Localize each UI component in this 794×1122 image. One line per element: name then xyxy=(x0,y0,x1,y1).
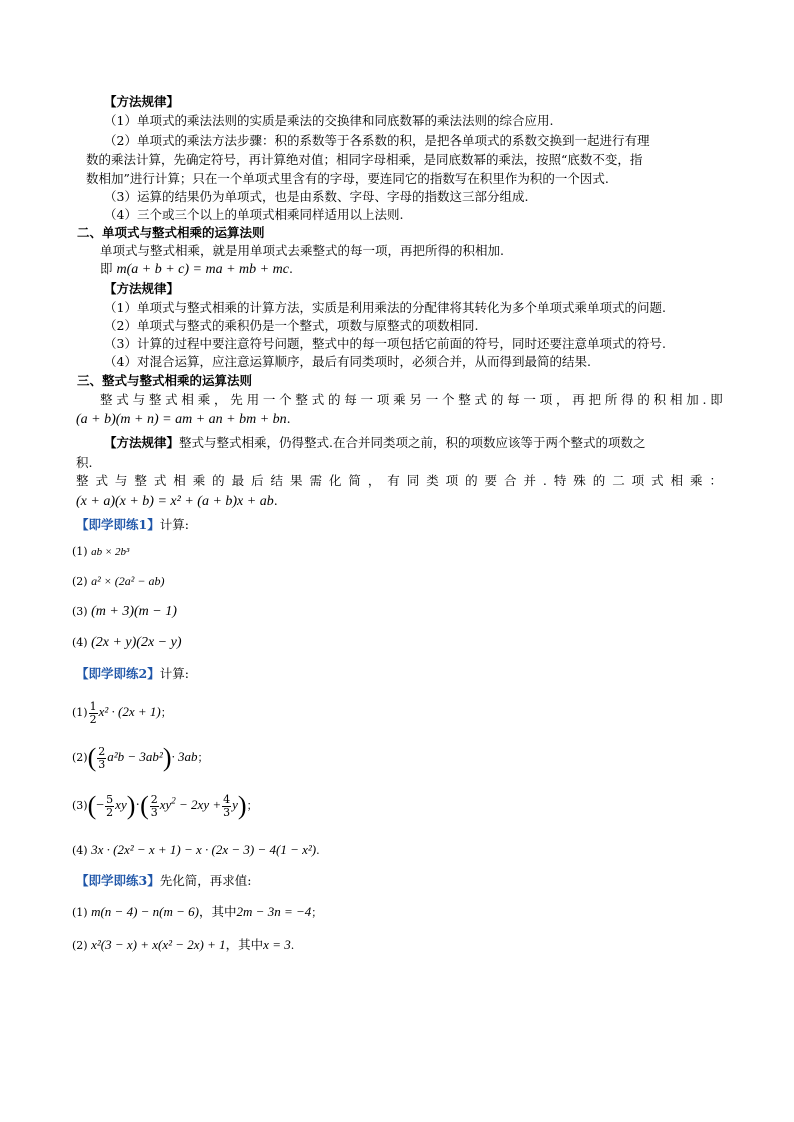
denominator: 3 xyxy=(150,805,158,819)
q3-terms: $xy^2 - 2xy$ + xyxy=(159,795,222,812)
sec3-heading: 三、整式与整式相乘的运算法则 xyxy=(77,373,253,388)
sec2-m1: （1）单项式与整式相乘的计算方法，实质是利用乘法的分配律将其转化为多个单项式乘单项式的问题. xyxy=(104,300,666,315)
sec1-p2a: （2）单项式的乘法方法步骤：积的系数等于各系数的积，是把各单项式的系数交换到一起进行有理 xyxy=(104,133,650,148)
formula-end: . xyxy=(273,493,278,508)
exercise1-q1 xyxy=(72,543,129,561)
sec3-method-label: 【方法规律】 xyxy=(104,435,180,450)
exercise2-header xyxy=(76,665,189,683)
exercise2-label: 【即学即练2】 xyxy=(76,666,160,681)
exercise2-q2 xyxy=(72,742,209,773)
paren-open: ( xyxy=(87,791,97,820)
exercise1-header xyxy=(76,516,189,534)
q2-expression: a² × (2a² − ab) xyxy=(91,574,165,588)
exercise1-q3 xyxy=(72,603,177,621)
sec2-formula-line xyxy=(100,260,293,279)
exercise3-label: 【即学即练3】 xyxy=(76,873,160,888)
sec2-m3: （3）计算的过程中要注意符号问题，整式中的每一项包括它前面的符号，同时还要注意单项式的符号. xyxy=(104,336,666,351)
q2-expression: x²(3 − x) + x(x² − 2x) + 1 xyxy=(91,937,226,952)
punctuation: . xyxy=(290,939,295,952)
q2-condition: x = 3 xyxy=(263,937,291,952)
exercise1-q4 xyxy=(72,634,182,652)
denominator: 3 xyxy=(98,757,106,771)
exercise1-instruction: 计算: xyxy=(159,517,189,532)
fraction xyxy=(222,794,231,819)
q1-expression: ab × 2b³ xyxy=(91,546,130,558)
numerator: 1 xyxy=(89,699,97,713)
exercise2-instruction: 计算: xyxy=(159,666,189,681)
q4-expression: 3x · (2x² − x + 1) − x · (2x − 3) − 4(1 − x²) xyxy=(91,842,317,857)
item-number: (4) xyxy=(72,636,88,649)
sec1-p4: （4）三个或三个以上的单项式相乘同样适用以上法则. xyxy=(104,207,404,222)
formula-end: . xyxy=(286,411,291,426)
distributive-formula: m(a + b + c) = ma + mb + mc xyxy=(116,262,289,277)
item-number: (3) xyxy=(72,799,88,812)
punctuation: ； xyxy=(246,799,258,812)
sec3-simplify xyxy=(76,472,724,490)
sec1-p2c: 数相加”进行计算；只在一个单项式里含有的字母，要连同它的指数写在积里作为积的一个因式. xyxy=(86,171,609,186)
sec1-p3: （3）运算的结果仍为单项式，也是由系数、字母、字母的指数这三部分组成. xyxy=(104,189,529,204)
exercise3-q1 xyxy=(72,903,322,922)
q1-expression: x² · (2x + 1) xyxy=(98,704,161,719)
sec1-p2b: 数的乘法计算，先确定符号，再计算绝对值；相同字母相乘，是同底数幂的乘法，按照“底数不变，指 xyxy=(86,152,643,167)
exercise2-q3 xyxy=(72,790,258,821)
numerator: 2 xyxy=(98,744,106,758)
sec2-method-heading: 【方法规律】 xyxy=(104,281,180,296)
exercise1-label: 【即学即练1】 xyxy=(76,517,160,532)
exercise3-instruction: 先化简，再求值: xyxy=(159,873,252,888)
sec3-method-text2: 积. xyxy=(76,455,93,470)
sec2-m4: （4）对混合运算，应注意运算顺序，最后有同类项时，必须合并，从而得到最简的结果. xyxy=(104,354,591,369)
formula-end: . xyxy=(288,261,293,276)
item-number: (1) xyxy=(72,906,88,919)
q2-multiplier: · 3ab xyxy=(171,749,198,764)
denominator: 3 xyxy=(223,805,231,819)
q1-condition: 2m − 3n = −4 xyxy=(236,904,312,919)
q2-inner: a²b − 3ab² xyxy=(107,749,163,764)
denominator: 2 xyxy=(106,805,114,819)
binomial-formula: (a + b)(m + n) = am + an + bm + bn xyxy=(76,412,287,427)
paren-close: ) xyxy=(126,791,136,820)
exercise1-q2 xyxy=(72,572,164,591)
sec3-formula-line xyxy=(76,410,291,429)
fraction xyxy=(105,794,114,819)
item-number: (2) xyxy=(72,751,88,764)
punctuation: ； xyxy=(311,906,323,919)
item-number: (4) xyxy=(72,844,88,857)
numerator: 5 xyxy=(106,792,114,806)
sec3-special-line xyxy=(76,492,278,511)
dot-operator: · xyxy=(135,798,141,813)
fraction xyxy=(97,746,106,771)
formula-prefix: 即 xyxy=(100,261,113,276)
item-number: (1) xyxy=(72,545,88,558)
minus-sign: − xyxy=(96,798,105,813)
fraction xyxy=(89,701,98,726)
item-number: (2) xyxy=(72,575,88,588)
paren-open: ( xyxy=(140,791,149,820)
sec2-heading: 二、单项式与整式相乘的运算法则 xyxy=(77,225,265,240)
q4-expression: (2x + y)(2x − y) xyxy=(91,635,182,650)
punctuation: ； xyxy=(197,751,209,764)
q3-expression: (m + 3)(m − 1) xyxy=(91,604,177,619)
sec1-p1: （1）单项式的乘法法则的实质是乘法的交换律和同底数幂的乘法法则的综合应用. xyxy=(104,113,554,128)
sec3-simplify-text: 整式与整式相乘的最后结果需化简，有同类项的要合并.特殊的二项式相乘： xyxy=(76,473,724,488)
exercise3-header xyxy=(76,872,251,890)
numerator: 4 xyxy=(223,792,231,806)
paren-close: ) xyxy=(162,743,172,772)
sec2-rule: 单项式与整式相乘，就是用单项式去乘整式的每一项，再把所得的积相加. xyxy=(100,243,504,258)
method-heading: 【方法规律】 xyxy=(104,94,180,109)
punctuation: . xyxy=(316,844,320,857)
special-binomial-formula: (x + a)(x + b) = x² + (a + b)x + ab xyxy=(76,494,274,509)
item-number: (3) xyxy=(72,605,88,618)
condition-prefix: ，其中 xyxy=(199,904,237,919)
var-y: y xyxy=(232,797,238,812)
paren-close: ) xyxy=(237,791,247,820)
denominator: 2 xyxy=(89,712,97,726)
exercise3-q2 xyxy=(72,936,294,955)
sec2-m2: （2）单项式与整式的乘积仍是一个整式，项数与原整式的项数相同. xyxy=(104,318,479,333)
sec3-method-text: 整式与整式相乘，仍得整式.在合并同类项之前，积的项数应该等于两个整式的项数之 xyxy=(179,435,646,450)
fraction xyxy=(150,794,159,819)
sec3-rule xyxy=(100,391,724,409)
sec3-method-line xyxy=(104,434,646,452)
sec3-rule-text: 整式与整式相乘，先用一个整式的每一项乘另一个整式的每一项，再把所得的积相加.即 xyxy=(100,392,724,407)
condition-prefix: ，其中 xyxy=(225,937,264,952)
exercise2-q1 xyxy=(72,697,172,728)
q1-expression: m(n − 4) − n(m − 6) xyxy=(91,904,200,919)
var-xy: xy xyxy=(115,797,127,812)
exercise2-q4 xyxy=(72,841,320,860)
item-number: (1) xyxy=(72,706,88,719)
punctuation: ； xyxy=(160,706,172,719)
numerator: 2 xyxy=(150,792,158,806)
item-number: (2) xyxy=(72,939,88,952)
paren-open: ( xyxy=(87,743,97,772)
